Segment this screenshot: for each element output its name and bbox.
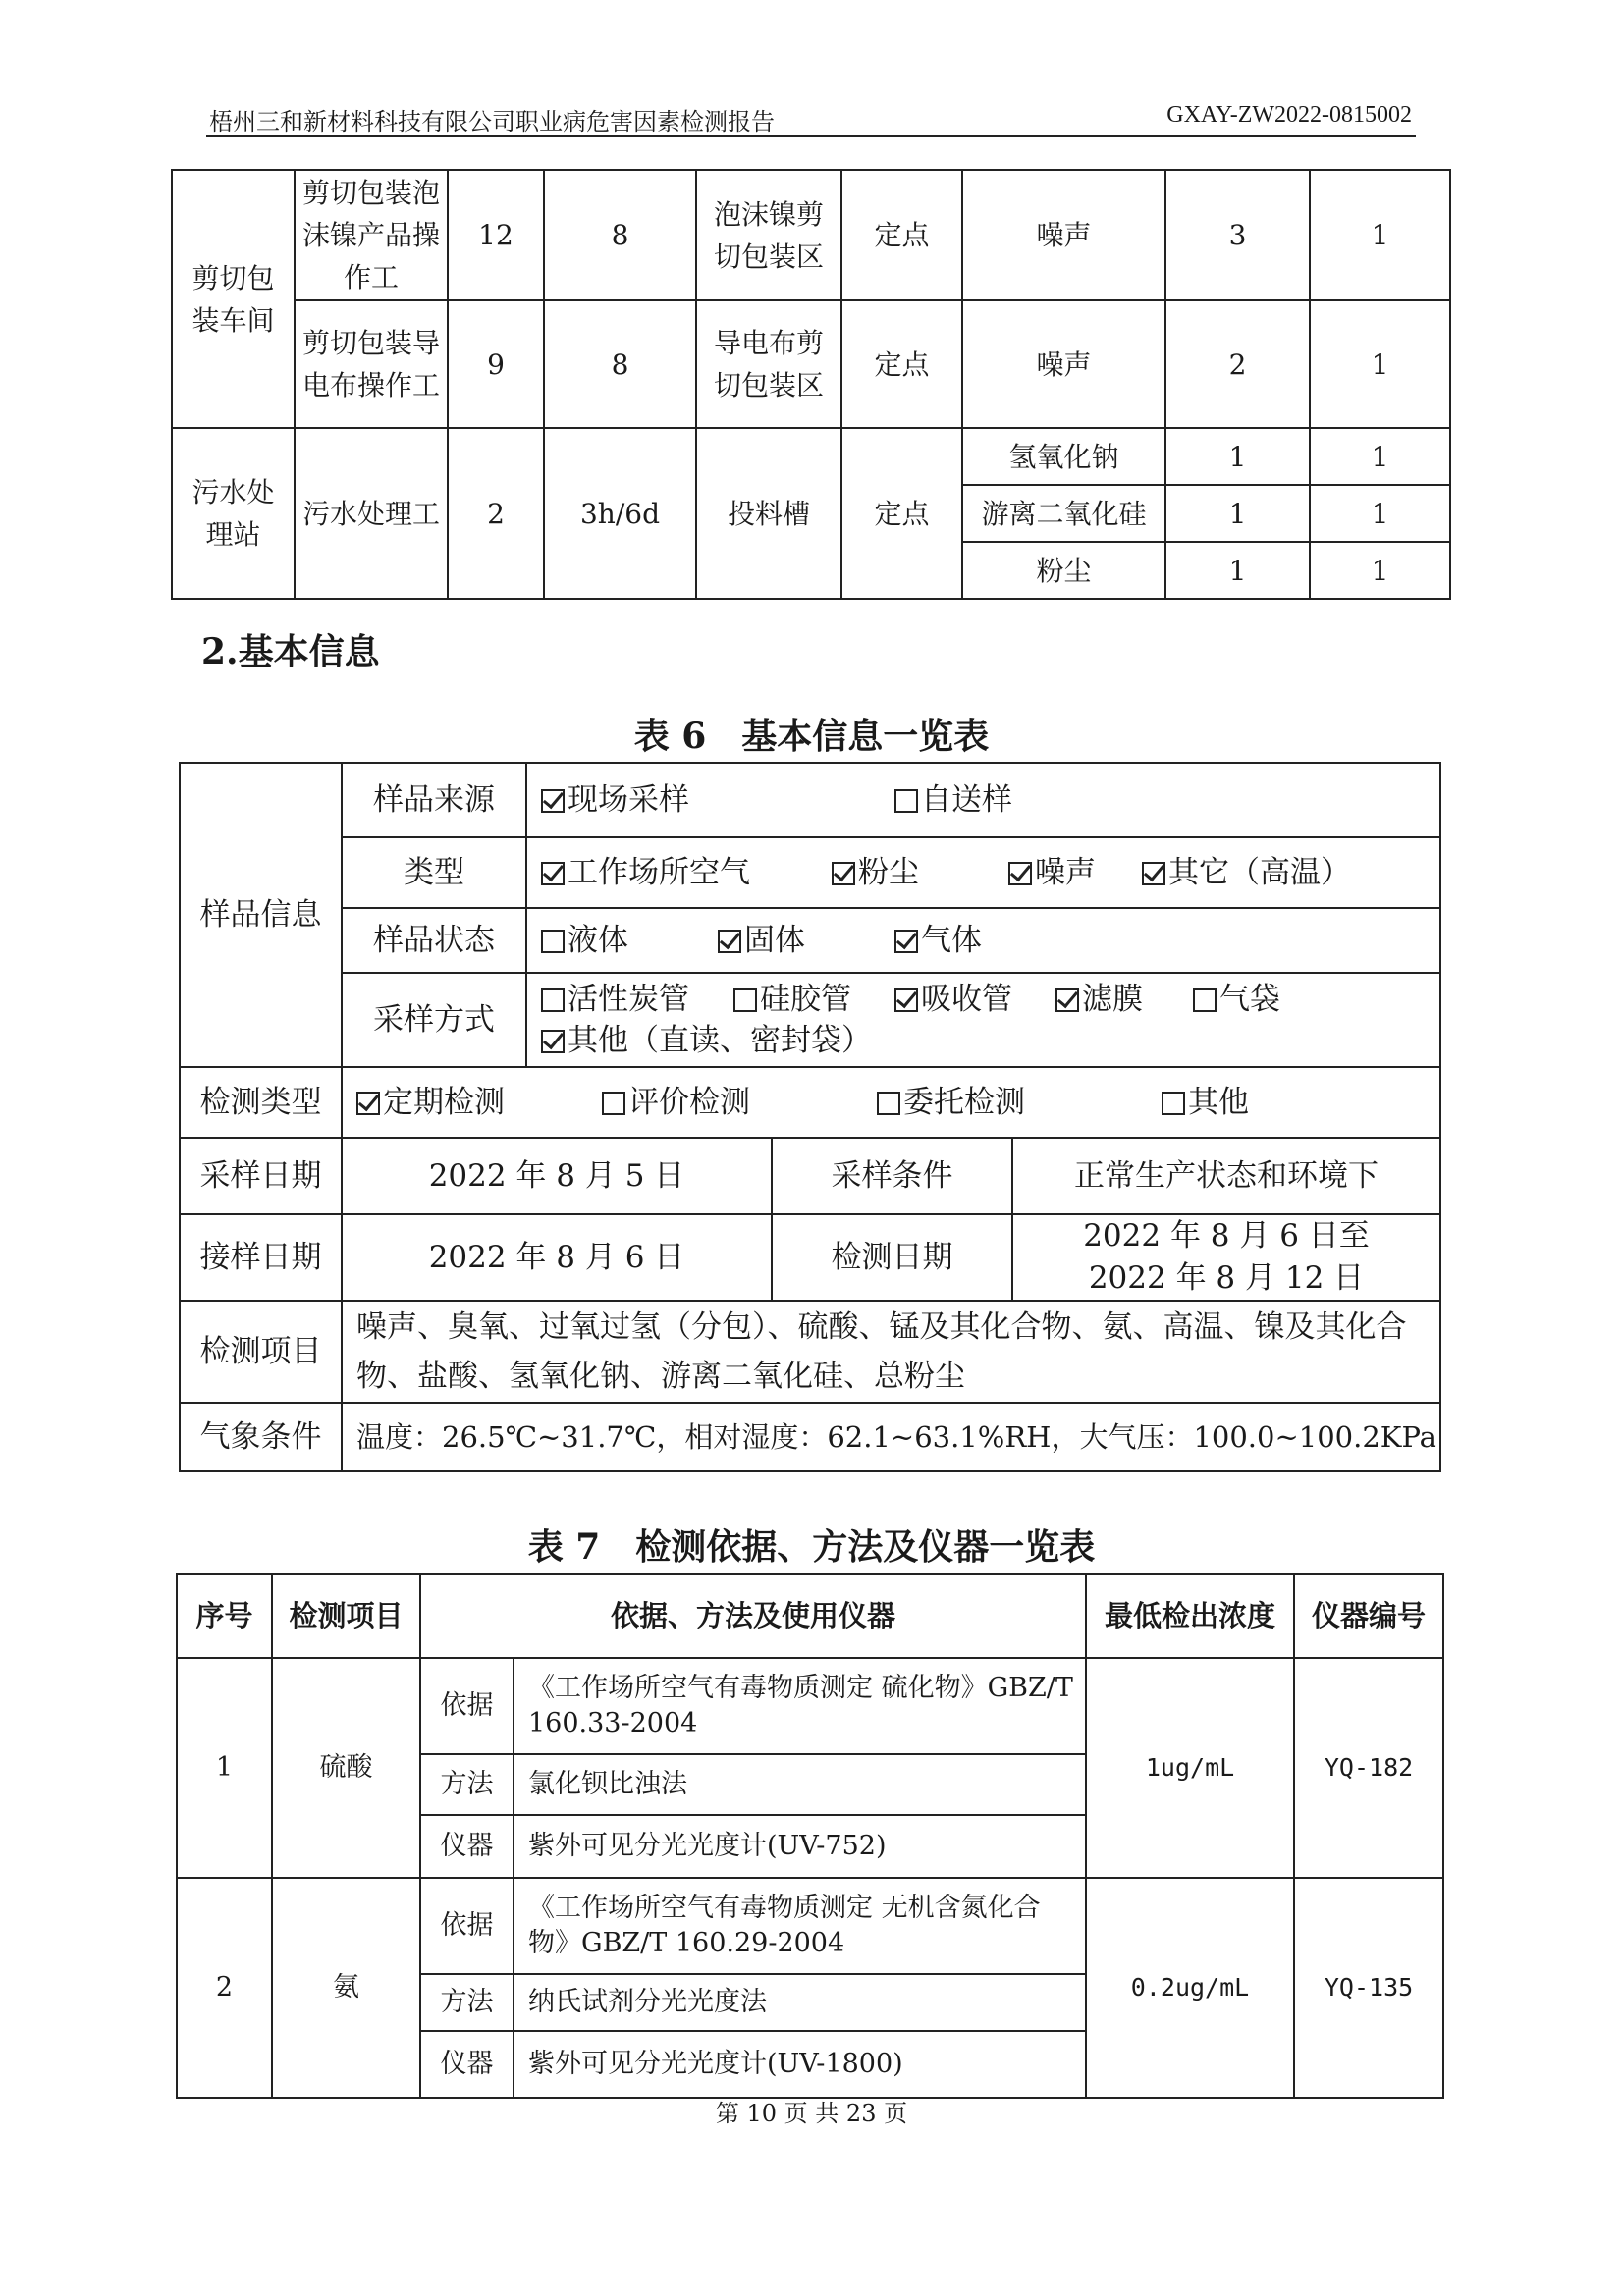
weather-label: 气象条件 [180, 1403, 342, 1471]
basis-label: 依据 [420, 1878, 514, 1974]
table-row [180, 1403, 1440, 1471]
state-options [526, 908, 1440, 973]
table-row [172, 300, 1450, 428]
method-options [526, 973, 1440, 1067]
samples-cell: 1 [1310, 170, 1450, 300]
row-no: 1 [177, 1658, 272, 1878]
col-header-limit: 最低检出浓度 [1086, 1574, 1294, 1658]
checkbox-icon [1055, 988, 1079, 1012]
report-number: GXAY-ZW2022-0815002 [1166, 102, 1412, 128]
points-cell: 3 [1165, 170, 1310, 300]
test-date-end: 2022 年 8 月 12 日 [1088, 1260, 1365, 1296]
limit-value: 1ug/mL [1086, 1658, 1294, 1878]
detect-type-label: 检测类型 [180, 1067, 342, 1138]
col-header-basis: 依据、方法及使用仪器 [420, 1574, 1086, 1658]
weather-value: 温度：26.5℃~31.7℃，相对湿度：62.1~63.1%RH，大气压：100.0~100.2KPa [342, 1403, 1440, 1471]
checkbox-icon [1162, 1092, 1185, 1115]
job-cell: 剪切包装泡沫镍产品操作工 [295, 170, 448, 300]
table-row [177, 1658, 1443, 1754]
source-options [526, 763, 1440, 837]
table7-caption: 表 7 检测依据、方法及仪器一览表 [527, 1526, 1096, 1568]
col-header-item: 检测项目 [272, 1574, 420, 1658]
method-value: 纳氏试剂分光光度法 [514, 1974, 1086, 2031]
checkbox-icon [541, 862, 565, 885]
checkbox-icon [894, 930, 918, 953]
table-row [180, 1067, 1440, 1138]
table-row [180, 908, 1440, 973]
instrument-value: 紫外可见分光光度计(UV-1800) [514, 2031, 1086, 2098]
option-label: 硅胶管 [760, 982, 851, 1017]
points-cell: 1 [1165, 542, 1310, 599]
location-cell: 投料槽 [696, 428, 841, 599]
option-label: 滤膜 [1082, 982, 1143, 1017]
sampling-table-continued [171, 169, 1451, 600]
checkbox-icon [894, 789, 918, 813]
option-label: 其它（高温） [1168, 854, 1351, 890]
option-label: 活性炭管 [568, 982, 689, 1017]
checkbox-icon [541, 930, 565, 953]
items-label: 检测项目 [180, 1301, 342, 1403]
option-label: 气体 [921, 922, 982, 958]
basis-value: 《工作场所空气有毒物质测定 硫化物》GBZ/T 160.33-2004 [514, 1658, 1086, 1754]
points-cell: 2 [1165, 300, 1310, 428]
option-label: 其他（直读、密封袋） [568, 1023, 872, 1058]
header-divider [206, 135, 1416, 137]
checkbox-icon [1193, 988, 1217, 1012]
table-row [180, 837, 1440, 908]
worker-count-cell: 2 [448, 428, 544, 599]
option-label: 液体 [568, 922, 628, 958]
checkbox-icon [541, 988, 565, 1012]
samples-cell: 1 [1310, 485, 1450, 542]
hours-cell: 8 [544, 300, 696, 428]
state-label: 样品状态 [342, 908, 526, 973]
col-header-no: 序号 [177, 1574, 272, 1658]
basis-value: 《工作场所空气有毒物质测定 无机含氮化合物》GBZ/T 160.29-2004 [514, 1878, 1086, 1974]
limit-value: 0.2ug/mL [1086, 1878, 1294, 2098]
option-label: 噪声 [1035, 854, 1096, 890]
type-label: 类型 [342, 837, 526, 908]
factor-cell: 氢氧化钠 [962, 428, 1165, 485]
checkbox-icon [877, 1092, 900, 1115]
checkbox-icon [832, 862, 855, 885]
option-label: 气袋 [1219, 982, 1280, 1017]
option-label: 现场采样 [568, 781, 689, 818]
checkbox-icon [718, 930, 741, 953]
job-cell: 剪切包装导电布操作工 [295, 300, 448, 428]
basis-label: 依据 [420, 1658, 514, 1754]
checkbox-icon [1142, 862, 1165, 885]
checkbox-icon [733, 988, 757, 1012]
instrument-value: 紫外可见分光光度计(UV-752) [514, 1815, 1086, 1878]
mode-cell: 定点 [841, 300, 962, 428]
sampling-cond-value: 正常生产状态和环境下 [1012, 1138, 1440, 1214]
checkbox-icon [602, 1092, 625, 1115]
checkbox-icon [541, 789, 565, 813]
sampling-date-value: 2022 年 8 月 5 日 [342, 1138, 772, 1214]
checkbox-icon [894, 988, 918, 1012]
option-label: 固体 [744, 922, 805, 958]
test-date-start: 2022 年 8 月 6 日至 [1083, 1218, 1370, 1254]
method-table [176, 1573, 1444, 2099]
checkbox-icon [356, 1092, 380, 1115]
row-item: 硫酸 [272, 1658, 420, 1878]
option-label: 其他 [1188, 1084, 1249, 1120]
table-row [180, 1214, 1440, 1301]
table6-caption: 表 6 基本信息一览表 [633, 716, 990, 757]
option-label: 粉尘 [858, 854, 919, 890]
row-item: 氨 [272, 1878, 420, 2098]
table-row [180, 1301, 1440, 1403]
points-cell: 1 [1165, 485, 1310, 542]
items-value: 噪声、臭氧、过氧过氢（分包）、硫酸、锰及其化合物、氨、高温、镍及其化合物、盐酸、氢氧化钠、游离二氧化硅、总粉尘 [342, 1301, 1440, 1403]
table-row [172, 170, 1450, 300]
option-label: 吸收管 [921, 982, 1012, 1017]
instrument-no-value: YQ-135 [1294, 1878, 1443, 2098]
receive-date-label: 接样日期 [180, 1214, 342, 1301]
workshop-cell: 剪切包装车间 [172, 170, 295, 428]
instrument-label: 仪器 [420, 2031, 514, 2098]
worker-count-cell: 12 [448, 170, 544, 300]
page-footer: 第 10 页 共 23 页 [715, 2100, 908, 2127]
table-row [180, 763, 1440, 837]
factor-cell: 噪声 [962, 300, 1165, 428]
points-cell: 1 [1165, 428, 1310, 485]
sample-info-label: 样品信息 [180, 763, 342, 1067]
detect-type-options [342, 1067, 1440, 1138]
source-label: 样品来源 [342, 763, 526, 837]
checkbox-icon [1008, 862, 1032, 885]
receive-date-value: 2022 年 8 月 6 日 [342, 1214, 772, 1301]
method-value: 氯化钡比浊法 [514, 1754, 1086, 1815]
table-row [172, 428, 1450, 485]
samples-cell: 1 [1310, 542, 1450, 599]
option-label: 评价检测 [628, 1084, 750, 1120]
location-cell: 泡沫镍剪切包装区 [696, 170, 841, 300]
workshop-cell: 污水处理站 [172, 428, 295, 599]
instrument-no-value: YQ-182 [1294, 1658, 1443, 1878]
test-date-label: 检测日期 [772, 1214, 1012, 1301]
samples-cell: 1 [1310, 428, 1450, 485]
table-header-row [177, 1574, 1443, 1658]
type-options [526, 837, 1440, 908]
method-label: 方法 [420, 1974, 514, 2031]
col-header-instrument-no: 仪器编号 [1294, 1574, 1443, 1658]
worker-count-cell: 9 [448, 300, 544, 428]
method-label: 采样方式 [342, 973, 526, 1067]
hours-cell: 8 [544, 170, 696, 300]
table-row [177, 1878, 1443, 1974]
sampling-cond-label: 采样条件 [772, 1138, 1012, 1214]
basic-info-table [179, 762, 1441, 1472]
row-no: 2 [177, 1878, 272, 2098]
factor-cell: 噪声 [962, 170, 1165, 300]
sampling-date-label: 采样日期 [180, 1138, 342, 1214]
table-row [180, 973, 1440, 1067]
report-company-title: 梧州三和新材料科技有限公司职业病危害因素检测报告 [209, 108, 775, 135]
method-label: 方法 [420, 1754, 514, 1815]
factor-cell: 游离二氧化硅 [962, 485, 1165, 542]
checkbox-icon [541, 1030, 565, 1053]
instrument-label: 仪器 [420, 1815, 514, 1878]
mode-cell: 定点 [841, 170, 962, 300]
mode-cell: 定点 [841, 428, 962, 599]
option-label: 定期检测 [383, 1084, 505, 1120]
factor-cell: 粉尘 [962, 542, 1165, 599]
option-label: 工作场所空气 [568, 854, 750, 890]
samples-cell: 1 [1310, 300, 1450, 428]
job-cell: 污水处理工 [295, 428, 448, 599]
option-label: 委托检测 [903, 1084, 1025, 1120]
section-heading: 2.基本信息 [201, 631, 380, 672]
hours-cell: 3h/6d [544, 428, 696, 599]
option-label: 自送样 [921, 781, 1012, 818]
test-date-value [1012, 1214, 1440, 1301]
location-cell: 导电布剪切包装区 [696, 300, 841, 428]
table-row [180, 1138, 1440, 1214]
